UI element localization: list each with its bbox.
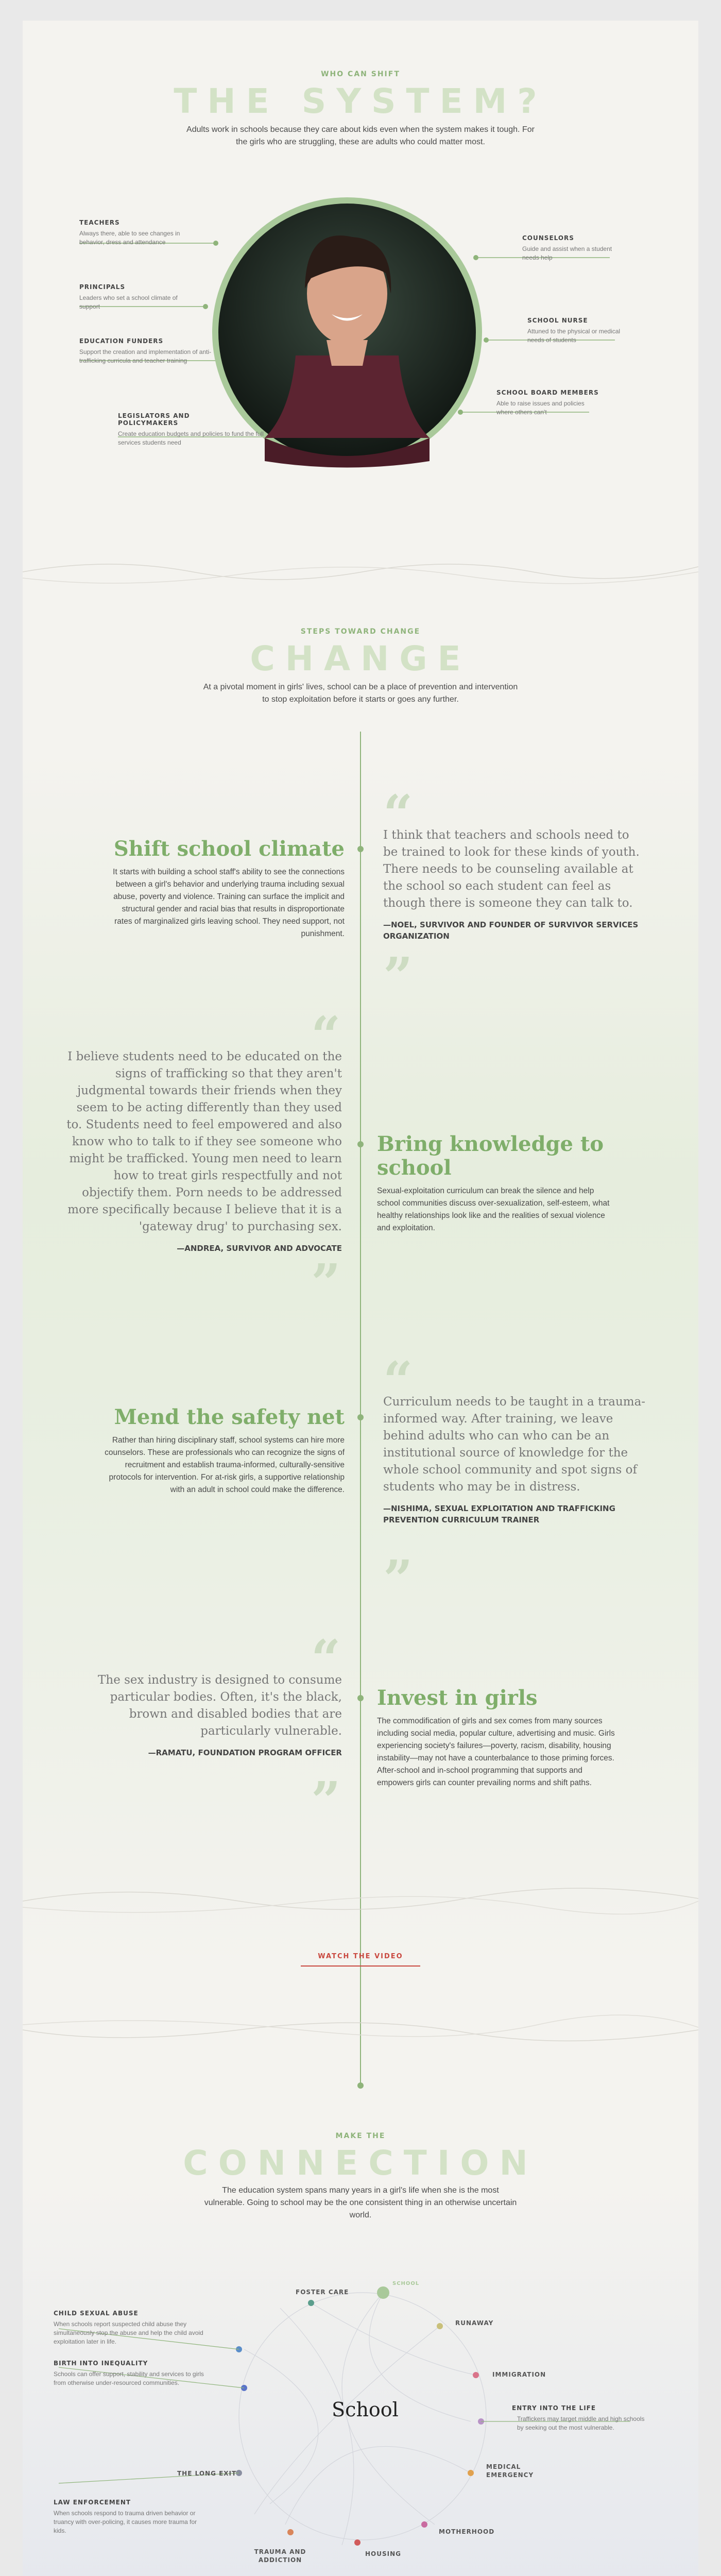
who-kicker: WHO CAN SHIFT <box>321 70 400 78</box>
close-quote-icon: ” <box>311 1770 341 1831</box>
node-medical-emergency: MEDICAL EMERGENCY <box>486 2463 534 2479</box>
role-counselors <box>522 234 656 262</box>
node-entry-into-the-life <box>512 2404 656 2432</box>
node-school: SCHOOL <box>392 2281 420 2286</box>
wave-divider <box>23 2009 698 2056</box>
role-title: COUNSELORS <box>522 234 574 242</box>
watch-video-button[interactable]: WATCH THE VIDEO <box>301 1953 420 1967</box>
connection-kicker: MAKE THE <box>335 2132 386 2140</box>
connection-intro: The education system spans many years in a girl's life when she is the most vulnerable. Going to school may be the one consistent thing in an otherwise uncertain world. <box>204 2186 517 2219</box>
node-desc: Traffickers may target middle and high schools by seeking out the most vulnerable. <box>517 2415 645 2431</box>
role-title: PRINCIPALS <box>79 283 126 291</box>
page <box>23 21 698 2576</box>
role-principals <box>79 283 213 311</box>
section-bring-knowledge <box>377 1132 619 1234</box>
steps-title: CHANGE <box>250 639 471 679</box>
quote-attribution: —ANDREA, SURVIVOR AND ADVOCATE <box>177 1244 342 1253</box>
connection-title: CONNECTION <box>183 2143 538 2183</box>
role-title: TEACHERS <box>79 219 120 226</box>
role-legislators <box>118 412 264 447</box>
section-invest-in-girls <box>377 1686 619 1789</box>
role-education-funders <box>79 337 213 365</box>
role-desc: Attuned to the physical or medical needs of students <box>527 328 621 344</box>
section-body: Sexual-exploitation curriculum can break the silence and help school communities discuss over-sexualization, self-esteem, what healthy relationships look like and the realities of sexual violence and exploitation. <box>377 1187 610 1232</box>
close-quote-icon: ” <box>383 1549 413 1609</box>
role-teachers <box>79 219 213 247</box>
side-law-enforcement <box>54 2499 224 2535</box>
school-center-label: School <box>332 2398 399 2421</box>
section-body: The commodification of girls and sex comes from many sources including social media, popular culture, advertising and music. Girls experiencing society's failures—poverty, racism, disability, housing instability—may not have a counterbalance to those priming forces. After-school and in-school programming that supports and empowers girls can counter prevailing norms and shift paths. <box>377 1717 615 1787</box>
quote-text: I believe students need to be educated on the signs of trafficking so that they aren't judgmental towards their friends when they seem to be acting differently than they used to. Students need to feel empowered and also know who to talk to if they see someone who might be trafficked. Young men need to learn how to treat girls respectfully and not objectify them. Porn needs to be addressed more specifically because I believe that it is a 'gateway drug' to purchasing sex. <box>66 1050 342 1233</box>
quote-text: I think that teachers and schools need to be trained to look for these kinds of youth. There needs to be counseling available at the school so each student can feel as though there is someone they can talk to. <box>383 828 640 910</box>
role-desc: Guide and assist when a student needs help <box>522 245 612 261</box>
section-title: Bring knowledge to school <box>377 1132 604 1180</box>
timeline-dot <box>357 1141 364 1147</box>
role-title: LEGISLATORS AND POLICYMAKERS <box>118 412 190 427</box>
role-desc: Leaders who set a school climate of support <box>79 294 178 310</box>
who-intro: Adults work in schools because they care about kids even when the system makes it tough. For the girls who are struggling, these are adults who could matter most. <box>186 125 535 146</box>
section-body: Rather than hiring disciplinary staff, school systems can hire more counselors. These are professionals who can recognize the signs of recruitment and establish trauma-informed, culturally-sensitive protocols for intervention. For at-risk girls, a supportive relationship with an adult in school could make the difference. <box>105 1436 345 1494</box>
role-desc: Always there, able to see changes in behavior, dress and attendance <box>79 230 180 246</box>
role-title: EDUCATION FUNDERS <box>79 337 164 345</box>
side-desc: Schools can offer support, stability and services to girls from otherwise under-resourced communities. <box>54 2370 204 2386</box>
quote-nishima <box>383 1394 646 1526</box>
section-title: Shift school climate <box>113 837 345 861</box>
timeline-dot <box>357 2082 364 2089</box>
role-desc: Able to raise issues and policies where others can't <box>496 400 585 416</box>
side-desc: When schools respond to trauma driven behavior or truancy with over-policing, it causes more trauma for kids. <box>54 2510 197 2534</box>
node-title: ENTRY INTO THE LIFE <box>512 2404 596 2412</box>
open-quote-icon: “ <box>383 784 413 844</box>
wave-divider <box>23 1875 698 1922</box>
node-runaway: RUNAWAY <box>455 2319 494 2327</box>
section-shift-school-climate <box>102 837 345 940</box>
role-school-board <box>496 389 630 417</box>
steps-intro: At a pivotal moment in girls' lives, school can be a place of prevention and intervention to stop exploitation before it starts or goes any further. <box>203 683 518 704</box>
node-foster-care: FOSTER CARE <box>296 2289 349 2296</box>
role-desc: Create education budgets and policies to fund the full services students need <box>118 430 264 446</box>
side-child-sexual-abuse <box>54 2310 224 2346</box>
section-body: It starts with building a school staff's ability to see the connections between a girl's behavior and underlying trauma including sexual abuse, poverty and violence. Training can surface the implicit and structural gender and racial bias that results in disproportionate rates of marginalized girls leaving school. They need support, not punishment. <box>113 868 345 938</box>
quote-text: Curriculum needs to be taught in a trauma-informed way. After training, we leave behind adults who can who can be an institutional source of knowledge for the whole school community and spot signs of students who may be in distress. <box>383 1395 646 1494</box>
quote-andrea <box>64 1048 342 1254</box>
quote-attribution: —NOEL, SURVIVOR AND FOUNDER OF SURVIVOR SERVICES ORGANIZATION <box>383 920 639 941</box>
side-title: CHILD SEXUAL ABUSE <box>54 2310 139 2317</box>
side-desc: When schools report suspected child abuse they simultaneously stop the abuse and help the child avoid exploitation later in life. <box>54 2320 203 2345</box>
node-immigration: IMMIGRATION <box>492 2371 546 2378</box>
section-title: Invest in girls <box>377 1686 538 1710</box>
open-quote-icon: “ <box>311 1629 341 1689</box>
section-title: Mend the safety net <box>114 1405 345 1429</box>
role-title: SCHOOL BOARD MEMBERS <box>496 389 599 396</box>
close-quote-icon: ” <box>383 946 413 1007</box>
node-housing: HOUSING <box>365 2550 401 2557</box>
quote-attribution: —RAMATU, FOUNDATION PROGRAM OFFICER <box>148 1748 342 1757</box>
timeline-dot <box>357 1695 364 1701</box>
steps-kicker: STEPS TOWARD CHANGE <box>300 628 421 636</box>
quote-ramatu <box>84 1672 342 1758</box>
side-title: BIRTH INTO INEQUALITY <box>54 2360 148 2367</box>
close-quote-icon: ” <box>311 1252 341 1313</box>
node-the-long-exit: THE LONG EXIT <box>177 2470 237 2477</box>
timeline-dot <box>357 846 364 852</box>
section-mend-safety-net <box>102 1405 345 1496</box>
wave-divider <box>23 551 698 592</box>
open-quote-icon: “ <box>311 1005 341 1066</box>
node-motherhood: MOTHERHOOD <box>439 2528 495 2535</box>
quote-text: The sex industry is designed to consume particular bodies. Often, it's the black, brown and disabled bodies that are particularly vulnerable. <box>98 1673 342 1738</box>
who-title: THE SYSTEM? <box>174 81 547 121</box>
quote-attribution: —NISHIMA, SEXUAL EXPLOITATION AND TRAFFICKING PREVENTION CURRICULUM TRAINER <box>383 1504 615 1524</box>
quote-noel <box>383 827 641 942</box>
role-school-nurse <box>527 317 661 345</box>
role-title: SCHOOL NURSE <box>527 317 588 324</box>
node-trauma-and-addiction: TRAUMA AND ADDICTION <box>254 2548 306 2564</box>
side-title: LAW ENFORCEMENT <box>54 2499 131 2506</box>
timeline-dot <box>357 1414 364 1420</box>
open-quote-icon: “ <box>383 1350 413 1411</box>
role-desc: Support the creation and implementation of anti-trafficking curricula and teacher training <box>79 348 212 364</box>
side-birth-into-inequality <box>54 2360 224 2387</box>
